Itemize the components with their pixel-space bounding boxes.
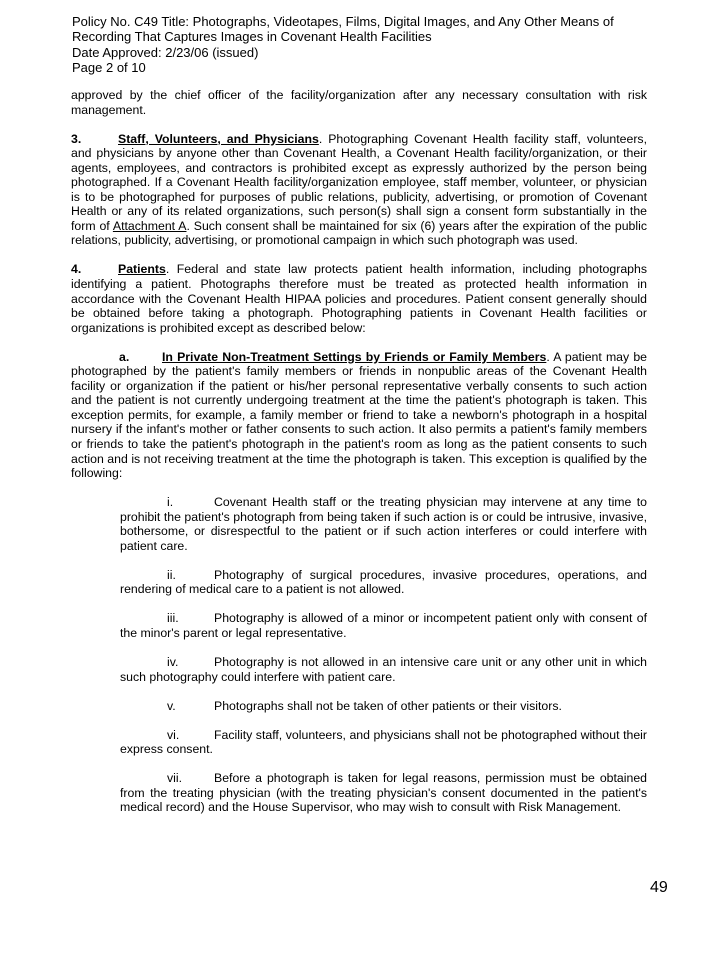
list-item-iv xyxy=(120,655,647,684)
list-item-text: Photography is allowed of a minor or incompetent patient only with consent of the minor's parent or legal representative. xyxy=(120,611,647,640)
list-item-number: iv. xyxy=(167,655,179,669)
list-item-number: vii. xyxy=(167,771,183,786)
page-number: 49 xyxy=(650,879,668,896)
list-item-vi xyxy=(120,728,647,757)
intro-paragraph: approved by the chief officer of the facility/organization after any necessary consultation with risk management. xyxy=(71,88,647,117)
header-title-line-1: Policy No. C49 Title: Photographs, Videotapes, Films, Digital Images, and Any Other Means of xyxy=(72,14,614,29)
document-body xyxy=(71,88,647,815)
header-page-indicator: Page 2 of 10 xyxy=(72,59,146,75)
section-3-text: . Photographing Covenant Health facility staff, volunteers, and physicians by anyone other than Covenant Health, a Covenant Health facility/organization, or their agents, employees, and contractors is prohibited except as expressly authorized by the person being photographed. If a Covenant Health facility/organization employee, staff member, volunteer, or physician is to be photographed for purposes of public relations, publicity, advertising, or promotion of Covenant Health or any of its related organizations, such person(s) shall sign a consent form substantially in the form of xyxy=(71,131,647,233)
header-title-line-2: Recording That Captures Images in Covenant Health Facilities xyxy=(72,29,432,45)
list-item-text: Covenant Health staff or the treating physician may intervene at any time to prohibit the patient's photograph from being taken if such action is or could be intrusive, invasive, bothersome, or disrespectful to the patient or if such action interferes or could interfere with patient care. xyxy=(120,495,647,553)
header-date-approved: Date Approved: 2/23/06 (issued) xyxy=(72,44,259,60)
list-item-text: Before a photograph is taken for legal reasons, permission must be obtained from the treating physician (with the treating physician's consent documented in the patient's medical record) and the House Supervisor, who may wish to consult with Risk Management. xyxy=(120,771,647,815)
list-item-text: Photographs shall not be taken of other patients or their visitors. xyxy=(214,698,562,713)
section-4a-text: . A patient may be photographed by the patient's family members or friends in nonpublic areas of the Covenant Health facility or organization if the patient or his/her personal representative verbally consents to such action and the patient is not currently undergoing treatment at the time the patient's photograph is taken. This exception permits, for example, a family member or friend to take a newborn's photograph in a hospital nursery if the infant's mother or father consents to such action. It also permits a patient's family members or friends to take the patient's photograph in the patient's room as long as the patient consents to such action and is not receiving treatment at the time the photograph is taken. This exception is qualified by the following: xyxy=(71,349,647,481)
list-item-number: v. xyxy=(167,698,176,713)
section-4a-number: a. xyxy=(119,349,130,364)
list-item-vii xyxy=(120,771,647,815)
attachment-a-link[interactable]: Attachment A xyxy=(112,218,187,233)
section-4 xyxy=(71,262,647,335)
section-4-number: 4. xyxy=(71,262,82,277)
policy-header xyxy=(72,14,662,75)
section-4-text: . Federal and state law protects patient health information, including photographs identifying a patient. Photographs therefore must be treated as protected health information in accordance with the Covenant Health HIPAA policies and procedures. Patient consent generally should be obtained before taking a photograph. Photographing patients in Covenant Health facilities or organizations is prohibited except as described below: xyxy=(71,262,647,335)
list-item-number: ii. xyxy=(167,567,176,582)
list-item-v xyxy=(120,699,647,714)
list-item-text: Facility staff, volunteers, and physicians shall not be photographed without their express consent. xyxy=(120,727,647,757)
section-3-number: 3. xyxy=(71,131,82,146)
list-item-number: vi. xyxy=(167,727,180,742)
list-item-ii xyxy=(120,568,647,597)
section-3-text-end: . Such consent shall be maintained for six (6) years after the expiration of the public relations, publicity, advertising, or promotional campaign in which such photograph was used. xyxy=(71,218,647,248)
list-item-iii xyxy=(120,611,647,640)
list-item-number: iii. xyxy=(167,611,179,626)
section-3-heading: Staff, Volunteers, and Physicians xyxy=(118,131,319,146)
section-4a xyxy=(71,350,647,481)
list-item-text: Photography of surgical procedures, invasive procedures, operations, and rendering of medical care to a patient is not allowed. xyxy=(120,567,647,597)
section-4a-heading: In Private Non-Treatment Settings by Friends or Family Members xyxy=(162,349,547,364)
section-4-heading: Patients xyxy=(118,262,166,277)
section-3 xyxy=(71,132,647,248)
list-item-text: Photography is not allowed in an intensive care unit or any other unit in which such photography could interfere with patient care. xyxy=(120,655,647,684)
list-item-number: i. xyxy=(167,495,174,510)
list-item-i xyxy=(120,495,647,553)
